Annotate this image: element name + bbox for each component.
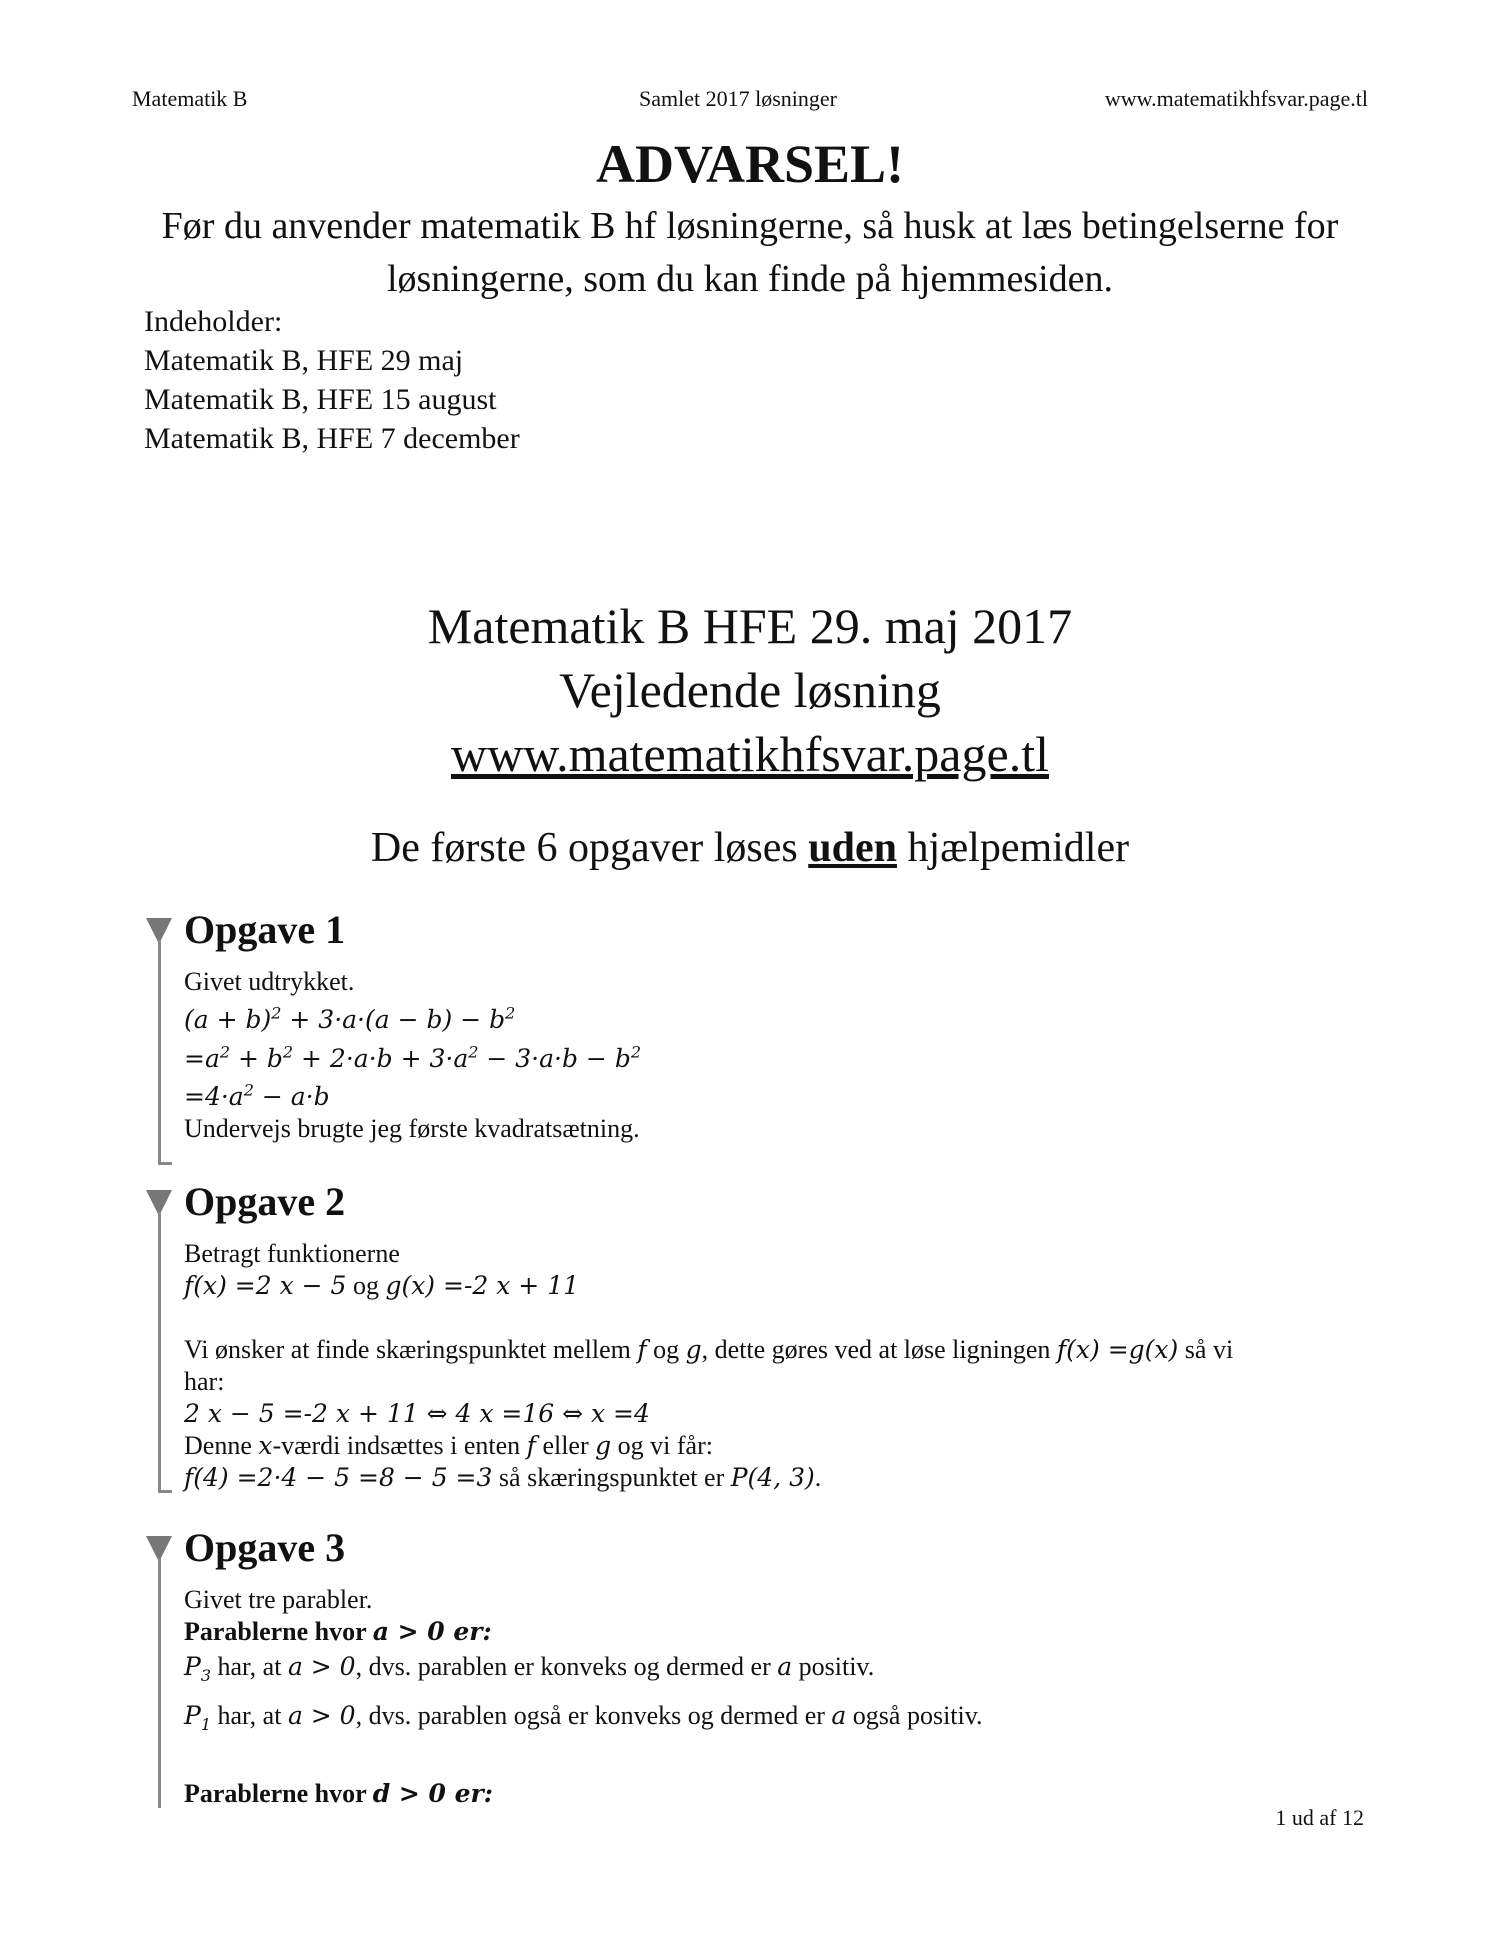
tool-note-after: hjælpemidler [907,825,1130,871]
section-body [184,1584,983,1810]
main-title-block [0,594,1500,786]
math-line: f(4) =2·4 − 5 =8 − 5 =3 så skæringspunktet er P(4, 3). [184,1463,822,1492]
section-body [184,966,641,1145]
explanation-line: Denne x-værdi indsættes i enten f eller g og vi får: [184,1431,713,1460]
website-link[interactable]: www.matematikhfsvar.page.tl [451,726,1049,782]
contents-item: Matematik B, HFE 15 august [144,383,497,416]
section-bracket-foot [158,1162,172,1165]
section-title: Opgave 2 [184,1179,346,1224]
math-line: $=a^2 + b^2 + 2\cdot a\cdot b + 3\cdot a^2 - 3\cdot a\cdot b - b^2$ [184,1042,642,1073]
outro-text: Undervejs brugte jeg første kvadratsætning. [184,1113,640,1143]
math-line: 2 x − 5 =-2 x + 11 ⇔ 4 x =16 ⇔ x =4 [184,1399,650,1428]
header-center: Samlet 2017 løsninger [639,86,837,111]
math-line: $(a + b)^2 + 3\cdot a\cdot(a - b) - b^2$ [184,1004,516,1035]
tool-note-emph: uden [808,825,897,871]
page-header [132,86,1368,116]
intro-text: Givet tre parabler. [184,1585,373,1614]
explanation-line: Vi ønsker at finde skæringspunktet mellem f og g, dette gøres ved at løse ligningen f(x) =g(x) så vi [184,1335,1234,1364]
tool-note-before: De første 6 opgaver løses [370,825,798,871]
intro-text: Givet udtrykket. [184,967,355,996]
page-number: 1 ud af 12 [1275,1805,1364,1830]
section-bracket [158,940,161,1162]
main-title: Matematik B HFE 29. maj 2017 [427,598,1073,654]
tool-note [0,820,1500,876]
explanation-line: har: [184,1367,225,1396]
subheading: Parablerne hvor d > 0 er: [184,1779,493,1808]
header-right: www.matematikhfsvar.page.tl [1104,86,1368,111]
parabola-line: $P_1$ har, at a > 0, dvs. parablen også er konveks og dermed er a også positiv. [184,1701,983,1734]
math-line: $=4\cdot a^2 - a\cdot b$ [184,1080,330,1111]
section-bracket [158,1558,161,1808]
warning-title: ADVARSEL! [595,134,905,194]
intro-text: Betragt funktionerne [184,1239,400,1268]
header-left: Matematik B [132,86,248,111]
section-body [184,1238,1233,1494]
math-line: f(x) =2 x − 5 og g(x) =-2 x + 11 [184,1271,580,1300]
contents-item: Matematik B, HFE 7 december [144,422,520,455]
contents-list [144,302,520,458]
contents-item: Matematik B, HFE 29 maj [144,344,464,377]
section-title: Opgave 1 [184,907,346,952]
section-bracket [158,1212,161,1490]
section-bracket-foot [158,1490,172,1493]
warning-text: Før du anvender matematik B hf løsningerne, så husk at læs betingelserne for løsningerne, som du kan finde på hjemmesiden. [161,205,1339,300]
section-title: Opgave 3 [184,1525,346,1570]
subheading: Parablerne hvor a > 0 er: [184,1617,492,1646]
main-subtitle: Vejledende løsning [559,662,941,718]
parabola-line: $P_3$ har, at a > 0, dvs. parablen er konveks og dermed er a positiv. [184,1652,875,1685]
contents-label: Indeholder: [144,305,283,338]
